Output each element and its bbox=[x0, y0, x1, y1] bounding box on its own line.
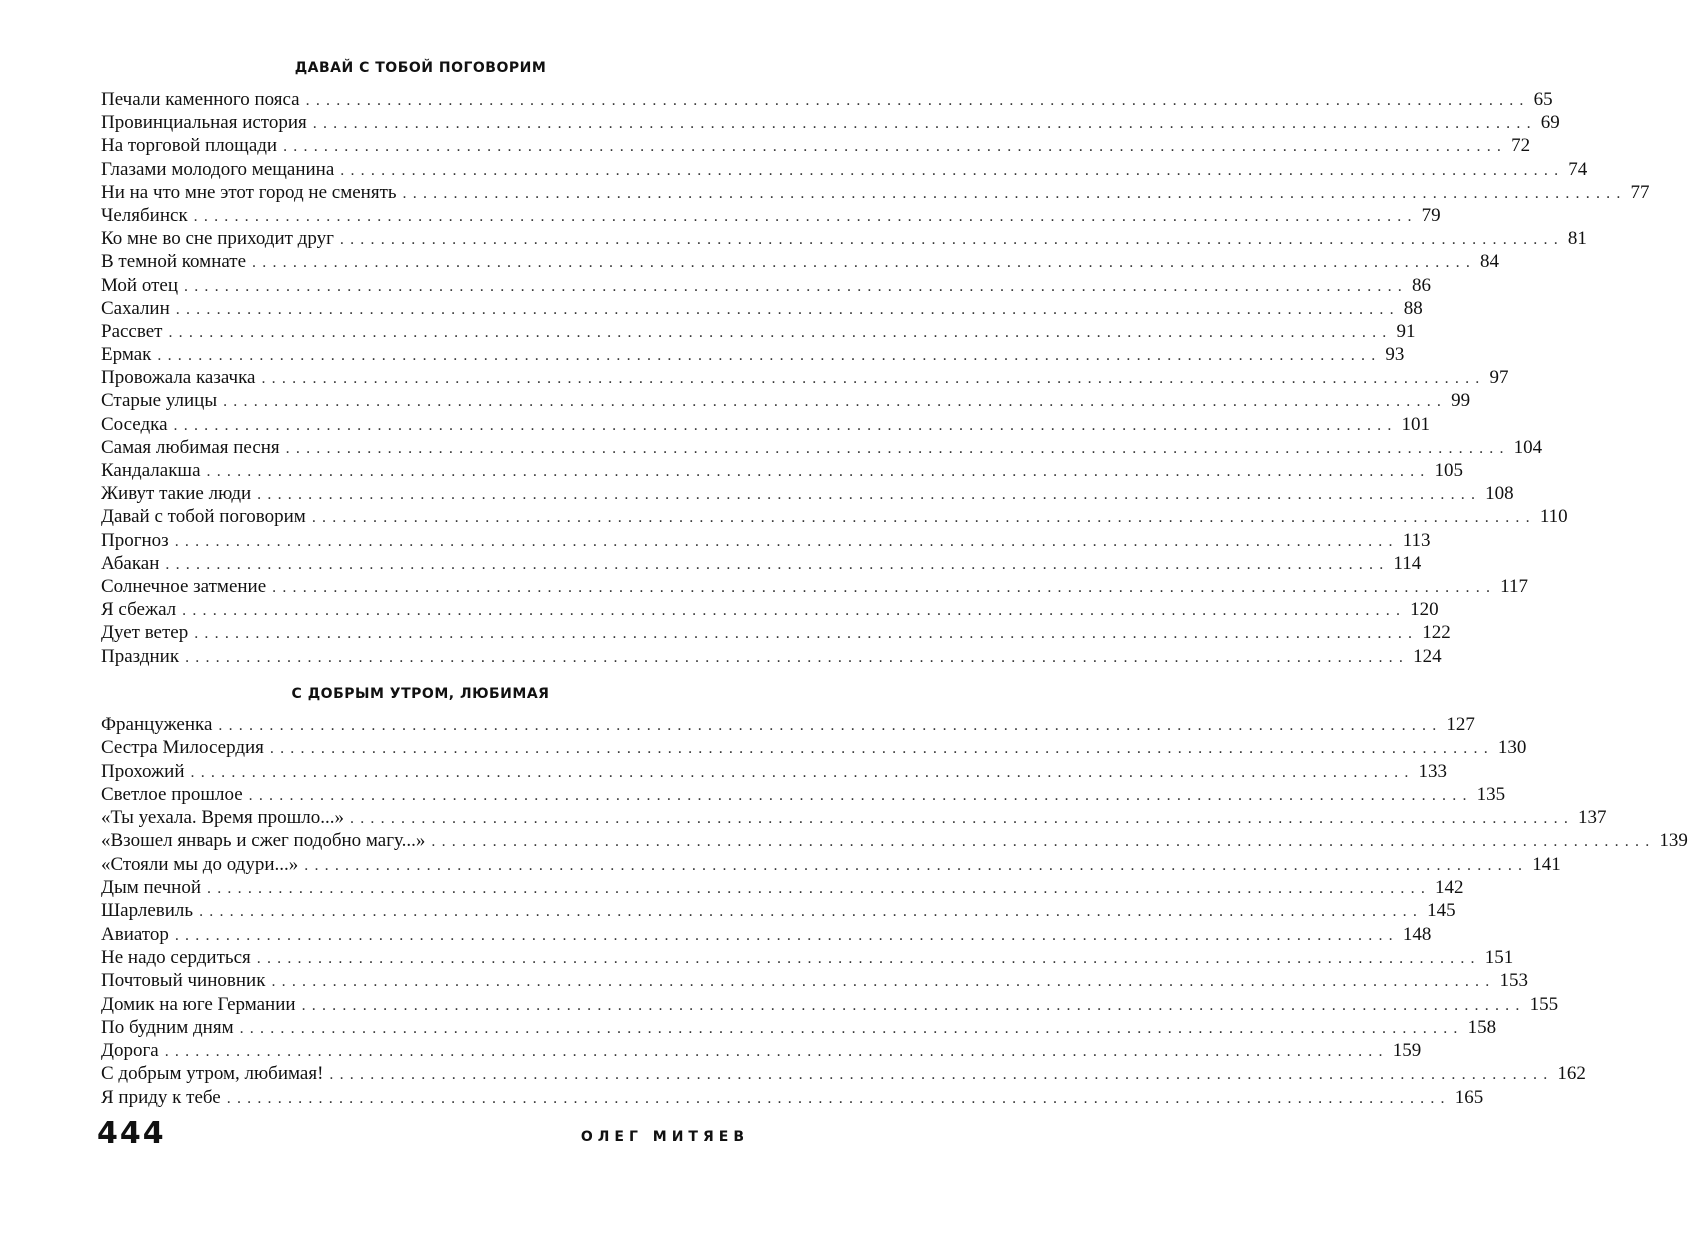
toc-entry[interactable] bbox=[101, 1039, 1422, 1062]
entry-page-number: 88 bbox=[1403, 297, 1423, 319]
dot-leader: ........................................................................................................................ bbox=[311, 509, 1536, 527]
entry-title: «Ты уехала. Время прошло...» bbox=[101, 807, 345, 829]
entry-page-number: 155 bbox=[1529, 993, 1559, 1015]
entry-page-number: 165 bbox=[1454, 1086, 1484, 1108]
entry-page-number: 139 bbox=[1659, 830, 1688, 852]
entry-title: Живут такие люди bbox=[101, 483, 252, 505]
toc-entry[interactable] bbox=[101, 736, 1527, 759]
entry-page-number: 162 bbox=[1557, 1063, 1586, 1085]
dot-leader: ........................................................................................................................ bbox=[272, 578, 1497, 596]
entry-title: Провинциальная история bbox=[101, 112, 307, 134]
entry-title: Ко мне во сне приходит друг bbox=[101, 228, 334, 250]
entry-title: «Стояли мы до одури...» bbox=[101, 853, 299, 875]
toc-entry[interactable] bbox=[101, 297, 1423, 320]
entry-page-number: 145 bbox=[1427, 900, 1456, 922]
entry-title: Француженка bbox=[101, 714, 213, 735]
entry-title: Старые улицы bbox=[101, 390, 218, 412]
toc-entry[interactable] bbox=[101, 482, 1514, 505]
toc-entry[interactable] bbox=[101, 853, 1561, 876]
dot-leader: ........................................................................................................................ bbox=[271, 973, 1496, 991]
toc-entry[interactable] bbox=[101, 575, 1528, 598]
dot-leader: ........................................................................................................................ bbox=[329, 1066, 1554, 1084]
entry-title: Светлое прошлое bbox=[101, 783, 243, 805]
toc-entry[interactable] bbox=[101, 134, 1531, 157]
entry-page-number: 104 bbox=[1513, 436, 1543, 458]
entry-title: Я сбежал bbox=[101, 599, 177, 621]
entry-page-number: 65 bbox=[1533, 89, 1553, 110]
dot-leader: ........................................................................................................................ bbox=[184, 277, 1408, 295]
toc-entry[interactable] bbox=[101, 459, 1463, 482]
page-number: 444 bbox=[97, 1116, 166, 1151]
entry-title: Шарлевиль bbox=[101, 900, 194, 922]
entry-page-number: 114 bbox=[1393, 552, 1422, 574]
dot-leader: ........................................................................................................................ bbox=[350, 810, 1575, 828]
entry-title: Рассвет bbox=[101, 320, 163, 342]
entry-title: Глазами молодого мещанина bbox=[101, 158, 335, 180]
entry-page-number: 137 bbox=[1578, 807, 1607, 829]
toc-entry[interactable] bbox=[101, 946, 1514, 969]
entry-page-number: 108 bbox=[1485, 483, 1514, 505]
toc-entry[interactable] bbox=[101, 876, 1464, 899]
toc-entry[interactable] bbox=[101, 158, 1588, 181]
entry-title: Дым печной bbox=[101, 877, 202, 899]
toc-entry[interactable] bbox=[101, 320, 1416, 343]
dot-leader: ........................................................................................................................ bbox=[312, 115, 1537, 133]
entry-page-number: 79 bbox=[1421, 204, 1441, 226]
toc-entry[interactable] bbox=[101, 969, 1528, 992]
entry-title: Дует ветер bbox=[101, 622, 189, 644]
dot-leader: ........................................................................................................................ bbox=[339, 231, 1564, 249]
entry-page-number: 130 bbox=[1497, 737, 1527, 759]
toc-entry[interactable] bbox=[101, 783, 1506, 806]
entry-page-number: 159 bbox=[1392, 1040, 1422, 1062]
entry-title: Провожала казачка bbox=[101, 367, 256, 389]
dot-leader: ........................................................................................................................ bbox=[185, 648, 1410, 666]
entry-title: Солнечное затмение bbox=[101, 575, 267, 597]
entry-page-number: 141 bbox=[1532, 853, 1561, 875]
entry-page-number: 91 bbox=[1396, 320, 1416, 342]
entry-title: С добрым утром, любимая! bbox=[101, 1063, 324, 1085]
dot-leader: ........................................................................................................................ bbox=[194, 625, 1419, 643]
entry-page-number: 135 bbox=[1476, 783, 1506, 805]
toc-entry[interactable] bbox=[101, 621, 1451, 644]
toc-entry[interactable] bbox=[101, 923, 1432, 946]
dot-leader: ........................................................................................................................ bbox=[248, 786, 1473, 804]
dot-leader: ........................................................................................................................ bbox=[157, 347, 1382, 365]
toc-entry[interactable] bbox=[101, 1016, 1497, 1039]
toc-entry[interactable] bbox=[101, 829, 1688, 852]
entry-page-number: 72 bbox=[1511, 135, 1531, 157]
entry-title: Почтовый чиновник bbox=[101, 970, 266, 992]
dot-leader: ........................................................................................................................ bbox=[168, 323, 1393, 341]
dot-leader: ........................................................................................................................ bbox=[173, 416, 1398, 434]
toc-entry[interactable] bbox=[101, 88, 1553, 111]
toc-entry[interactable] bbox=[101, 366, 1509, 389]
toc-entry[interactable] bbox=[101, 1086, 1484, 1109]
entry-title: Сестра Милосердия bbox=[101, 737, 264, 759]
toc-entry[interactable] bbox=[101, 645, 1442, 668]
entry-title: Праздник bbox=[101, 645, 180, 667]
entry-title: Прогноз bbox=[101, 529, 169, 551]
entry-title: Авиатор bbox=[101, 923, 169, 945]
dot-leader: ........................................................................................................................ bbox=[190, 763, 1415, 781]
toc-entry[interactable] bbox=[101, 899, 1456, 922]
entry-page-number: 101 bbox=[1401, 413, 1431, 435]
dot-leader: ........................................................................................................................ bbox=[285, 439, 1510, 457]
dot-leader: ........................................................................................................................ bbox=[340, 161, 1565, 179]
entry-title: Кандалакша bbox=[101, 460, 201, 481]
section-title: ДАВАЙ С ТОБОЙ ПОГОВОРИМ bbox=[294, 60, 547, 76]
dot-leader: ........................................................................................................................ bbox=[304, 856, 1529, 874]
entry-page-number: 122 bbox=[1422, 622, 1451, 644]
entry-title: Не надо сердиться bbox=[101, 946, 251, 968]
entry-page-number: 127 bbox=[1446, 714, 1475, 735]
entry-page-number: 99 bbox=[1451, 390, 1471, 412]
entry-title: Прохожий bbox=[101, 760, 185, 782]
dot-leader: ........................................................................................................................ bbox=[305, 92, 1530, 109]
dot-leader: ........................................................................................................................ bbox=[239, 1019, 1464, 1037]
dot-leader: ........................................................................................................................ bbox=[218, 717, 1443, 734]
entry-title: «Взошел январь и сжег подобно магу...» bbox=[101, 830, 426, 852]
entry-title: Соседка bbox=[101, 413, 168, 435]
dot-leader: ........................................................................................................................ bbox=[174, 532, 1399, 550]
toc-entry[interactable] bbox=[101, 713, 1475, 736]
toc-entry[interactable] bbox=[101, 552, 1422, 575]
toc-entry[interactable] bbox=[101, 181, 1650, 204]
dot-leader: ........................................................................................................................ bbox=[252, 254, 1477, 272]
running-footer-author: ОЛЕГ МИТЯЕВ bbox=[580, 1129, 749, 1145]
entry-title: На торговой площади bbox=[101, 135, 278, 157]
entry-page-number: 113 bbox=[1402, 529, 1431, 551]
entry-page-number: 148 bbox=[1402, 923, 1432, 945]
toc-entry[interactable] bbox=[101, 1062, 1586, 1085]
entry-page-number: 69 bbox=[1540, 112, 1560, 134]
entry-page-number: 86 bbox=[1412, 274, 1431, 296]
toc-entry[interactable] bbox=[101, 227, 1587, 250]
dot-leader: ........................................................................................................................ bbox=[207, 880, 1432, 898]
toc-entry[interactable] bbox=[101, 993, 1559, 1016]
entry-page-number: 105 bbox=[1434, 460, 1463, 481]
entry-page-number: 142 bbox=[1435, 877, 1464, 899]
dot-leader: ........................................................................................................................ bbox=[269, 740, 1494, 758]
section-title: С ДОБРЫМ УТРОМ, ЛЮБИМАЯ bbox=[291, 686, 550, 702]
toc-entry[interactable] bbox=[101, 274, 1431, 297]
dot-leader: ........................................................................................................................ bbox=[226, 1089, 1451, 1107]
dot-leader: ........................................................................................................................ bbox=[174, 926, 1399, 944]
entry-page-number: 158 bbox=[1467, 1016, 1497, 1038]
toc-list bbox=[101, 88, 1650, 668]
dot-leader: ........................................................................................................................ bbox=[402, 184, 1627, 202]
entry-title: Самая любимая песня bbox=[101, 436, 280, 458]
entry-title: Давай с тобой поговорим bbox=[101, 506, 306, 528]
entry-title: Сахалин bbox=[101, 297, 170, 319]
entry-page-number: 133 bbox=[1418, 760, 1448, 782]
toc-entry[interactable] bbox=[101, 413, 1431, 436]
dot-leader: ........................................................................................................................ bbox=[193, 207, 1418, 225]
dot-leader: ........................................................................................................................ bbox=[206, 463, 1431, 480]
entry-title: Ермак bbox=[101, 344, 152, 366]
entry-title: Домик на юге Германии bbox=[101, 993, 296, 1015]
dot-leader: ........................................................................................................................ bbox=[431, 833, 1656, 851]
toc-entry[interactable] bbox=[101, 389, 1471, 412]
dot-leader: ........................................................................................................................ bbox=[165, 555, 1390, 573]
entry-page-number: 97 bbox=[1489, 367, 1509, 389]
toc-entry[interactable] bbox=[101, 760, 1448, 783]
toc-entry[interactable] bbox=[101, 505, 1568, 528]
entry-title: По будним дням bbox=[101, 1016, 234, 1038]
dot-leader: ........................................................................................................................ bbox=[175, 300, 1400, 318]
dot-leader: ........................................................................................................................ bbox=[164, 1043, 1389, 1061]
entry-title: Мой отец bbox=[101, 274, 178, 296]
toc-entry[interactable] bbox=[101, 436, 1543, 459]
dot-leader: ........................................................................................................................ bbox=[256, 949, 1481, 967]
entry-page-number: 93 bbox=[1385, 344, 1405, 366]
toc-list bbox=[101, 713, 1688, 1109]
dot-leader: ........................................................................................................................ bbox=[257, 486, 1482, 504]
entry-title: Печали каменного пояса bbox=[101, 89, 300, 110]
entry-page-number: 153 bbox=[1499, 970, 1528, 992]
dot-leader: ........................................................................................................................ bbox=[199, 903, 1424, 921]
dot-leader: ........................................................................................................................ bbox=[261, 370, 1486, 388]
toc-entry[interactable] bbox=[101, 598, 1439, 621]
entry-title: Я приду к тебе bbox=[101, 1086, 221, 1108]
dot-leader: ........................................................................................................................ bbox=[223, 393, 1448, 411]
entry-page-number: 124 bbox=[1413, 645, 1442, 667]
toc-entry[interactable] bbox=[101, 250, 1500, 273]
entry-page-number: 120 bbox=[1410, 599, 1439, 621]
entry-page-number: 151 bbox=[1484, 946, 1514, 968]
toc-entry[interactable] bbox=[101, 111, 1560, 134]
entry-page-number: 77 bbox=[1630, 181, 1650, 203]
entry-title: Ни на что мне этот город не сменять bbox=[101, 181, 397, 203]
entry-page-number: 84 bbox=[1480, 251, 1500, 273]
entry-title: В темной комнате bbox=[101, 251, 247, 273]
entry-title: Дорога bbox=[101, 1040, 159, 1062]
toc-entry[interactable] bbox=[101, 204, 1441, 227]
toc-entry[interactable] bbox=[101, 343, 1405, 366]
entry-title: Абакан bbox=[101, 552, 160, 574]
entry-page-number: 110 bbox=[1539, 506, 1568, 528]
dot-leader: ........................................................................................................................ bbox=[182, 602, 1407, 620]
dot-leader: ........................................................................................................................ bbox=[283, 138, 1508, 156]
entry-title: Челябинск bbox=[101, 204, 188, 226]
dot-leader: ........................................................................................................................ bbox=[301, 996, 1526, 1014]
entry-page-number: 81 bbox=[1567, 228, 1587, 250]
entry-page-number: 117 bbox=[1500, 575, 1528, 597]
toc-entry[interactable] bbox=[101, 806, 1607, 829]
entry-page-number: 74 bbox=[1568, 158, 1588, 180]
toc-entry[interactable] bbox=[101, 529, 1431, 552]
